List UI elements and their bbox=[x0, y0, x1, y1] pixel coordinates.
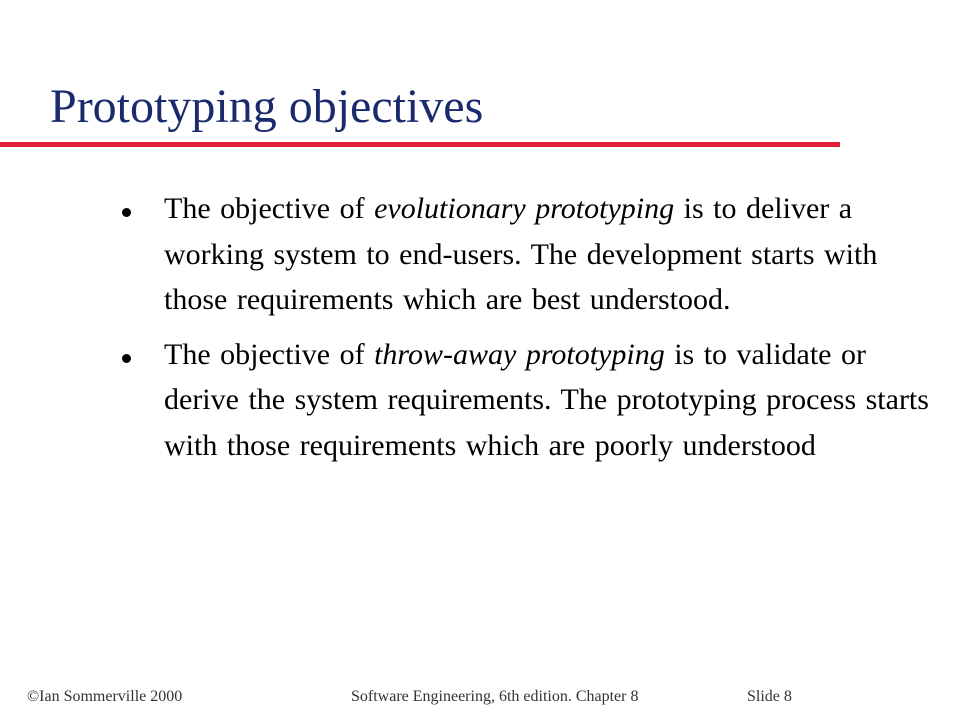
bullet-emphasis-term: throw-away prototyping bbox=[374, 337, 665, 371]
bullet-item-evolutionary bbox=[120, 186, 930, 323]
footer-slide-number: Slide 8 bbox=[747, 688, 792, 705]
bullet-dot-icon bbox=[122, 208, 131, 217]
bullet-text-lead: The objective of bbox=[164, 337, 375, 371]
title-underline-rule bbox=[0, 142, 840, 147]
bullet-list bbox=[120, 186, 930, 477]
bullet-item-throwaway bbox=[120, 332, 930, 469]
bullet-text-rest: is to validate or derive the system requirements. The prototyping process starts with those requirements which are poorly understood bbox=[164, 337, 929, 462]
bullet-text bbox=[164, 332, 930, 469]
bullet-dot-icon bbox=[122, 354, 131, 363]
bullet-text-lead: The objective of bbox=[164, 192, 375, 225]
bullet-emphasis-term: evolutionary prototyping bbox=[374, 192, 675, 225]
bullet-text bbox=[164, 186, 930, 323]
footer-copyright: ©Ian Sommerville 2000 bbox=[27, 688, 183, 705]
bullet-text-rest: is to deliver a working system to end-users. The development starts with those requirements which are best understood. bbox=[164, 192, 878, 316]
slide-title: Prototyping objectives bbox=[50, 80, 484, 133]
footer-book-reference: Software Engineering, 6th edition. Chapter 8 bbox=[351, 688, 639, 705]
